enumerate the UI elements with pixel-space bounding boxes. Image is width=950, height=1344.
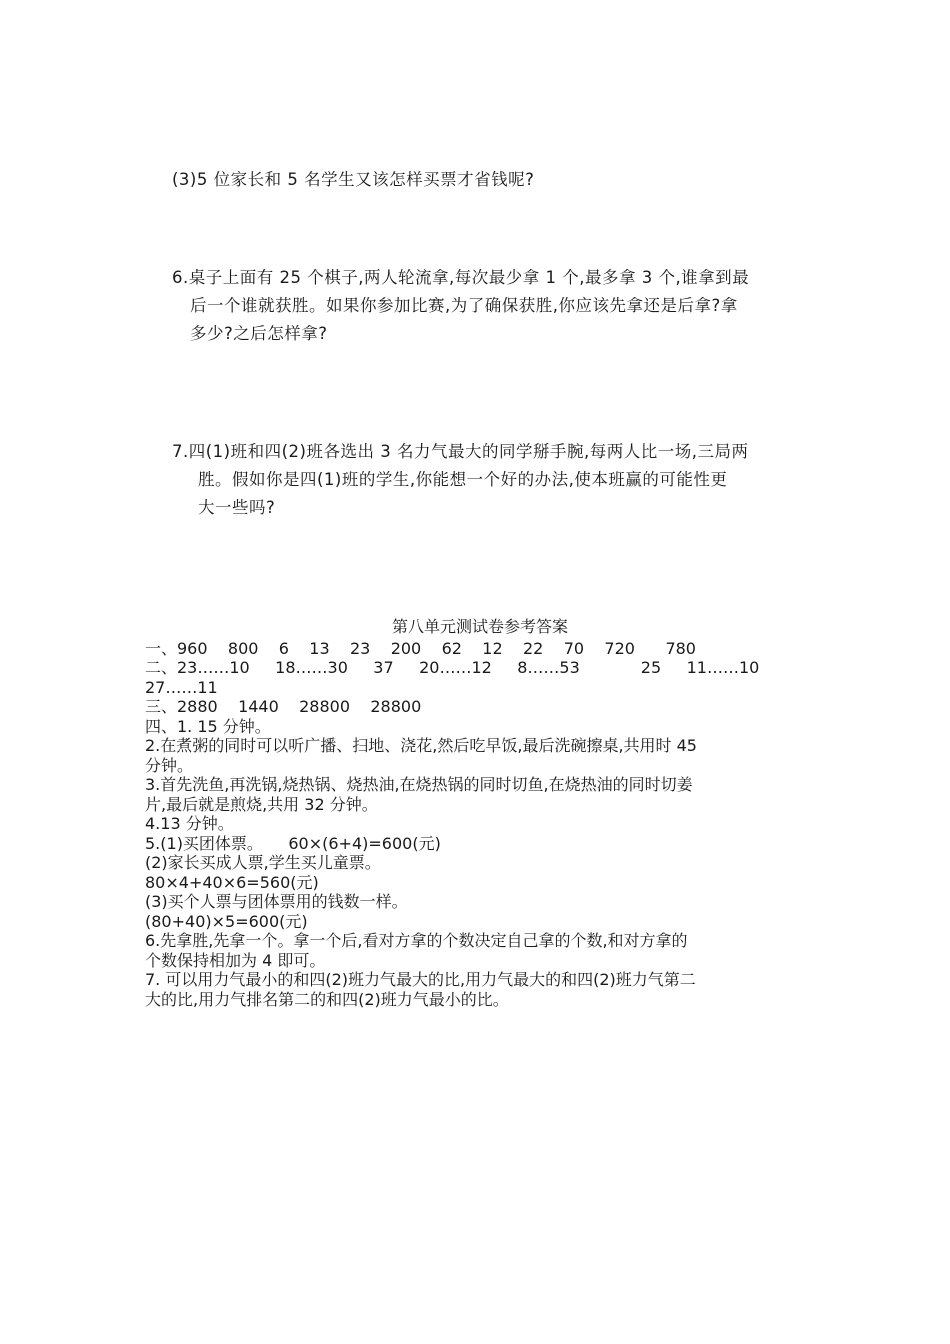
question-7-line-3: 大一些吗? [198,498,276,517]
answer-line: 80×4+40×6=560(元) [145,872,319,892]
answer-line: 分钟。 [145,755,194,775]
answer-line: 4.13 分钟。 [145,814,234,833]
answer-line: 6.先拿胜,先拿一个。拿一个后,看对方拿的个数决定自己拿的个数,和对方拿的 [145,931,688,950]
answer-line: 27……11 [145,677,218,697]
answer-key-title: 第八单元测试卷参考答案 [391,617,568,636]
answer-line: (80+40)×5=600(元) [145,911,308,931]
question-7-line-2: 胜。假如你是四(1)班的学生,你能想一个好的办法,使本班赢的可能性更 [198,470,728,489]
answer-line: 2.在煮粥的同时可以听广播、扫地、浇花,然后吃早饭,最后洗碗擦桌,共用时 45 [145,736,697,755]
answer-line: (2)家长买成人票,学生买儿童票。 [145,853,381,872]
answer-line: 四、1. 15 分钟。 [145,716,271,736]
answer-line: 大的比,用力气排名第二的和四(2)班力气最小的比。 [145,989,509,1009]
answer-line: 一、960 800 6 13 23 200 62 12 22 70 720 780 [145,638,696,658]
answer-line: (3)买个人票与团体票用的钱数一样。 [145,892,408,911]
question-7 [172,438,748,522]
answer-line: 三、2880 1440 28800 28800 [145,697,422,716]
answer-key [145,617,815,1009]
answer-line: 3.首先洗鱼,再洗锅,烧热锅、烧热油,在烧热锅的同时切鱼,在烧热油的同时切姜 [145,775,693,794]
answer-line: 二、23……10 18……30 37 20……12 8……53 25 11……10 [145,658,760,677]
answer-line: 5.(1)买团体票。 60×(6+4)=600(元) [145,833,441,853]
answer-line: 个数保持相加为 4 即可。 [145,950,326,970]
question-3-text: (3)5 位家长和 5 名学生又该怎样买票才省钱呢? [172,170,535,189]
answer-line: 片,最后就是煎烧,共用 32 分钟。 [145,794,378,814]
answer-line: 7. 可以用力气最小的和四(2)班力气最大的比,用力气最大的和四(2)班力气第二 [145,970,696,989]
question-6-line-1: 6.桌子上面有 25 个棋子,两人轮流拿,每次最少拿 1 个,最多拿 3 个,谁拿到最 [172,268,750,287]
question-6 [172,264,749,348]
question-3 [172,166,534,194]
question-6-line-2: 后一个谁就获胜。如果你参加比赛,为了确保获胜,你应该先拿还是后拿?拿 [190,296,738,315]
question-6-line-3: 多少?之后怎样拿? [190,324,328,343]
question-7-line-1: 7.四(1)班和四(2)班各选出 3 名力气最大的同学掰手腕,每两人比一场,三局两 [172,442,749,461]
